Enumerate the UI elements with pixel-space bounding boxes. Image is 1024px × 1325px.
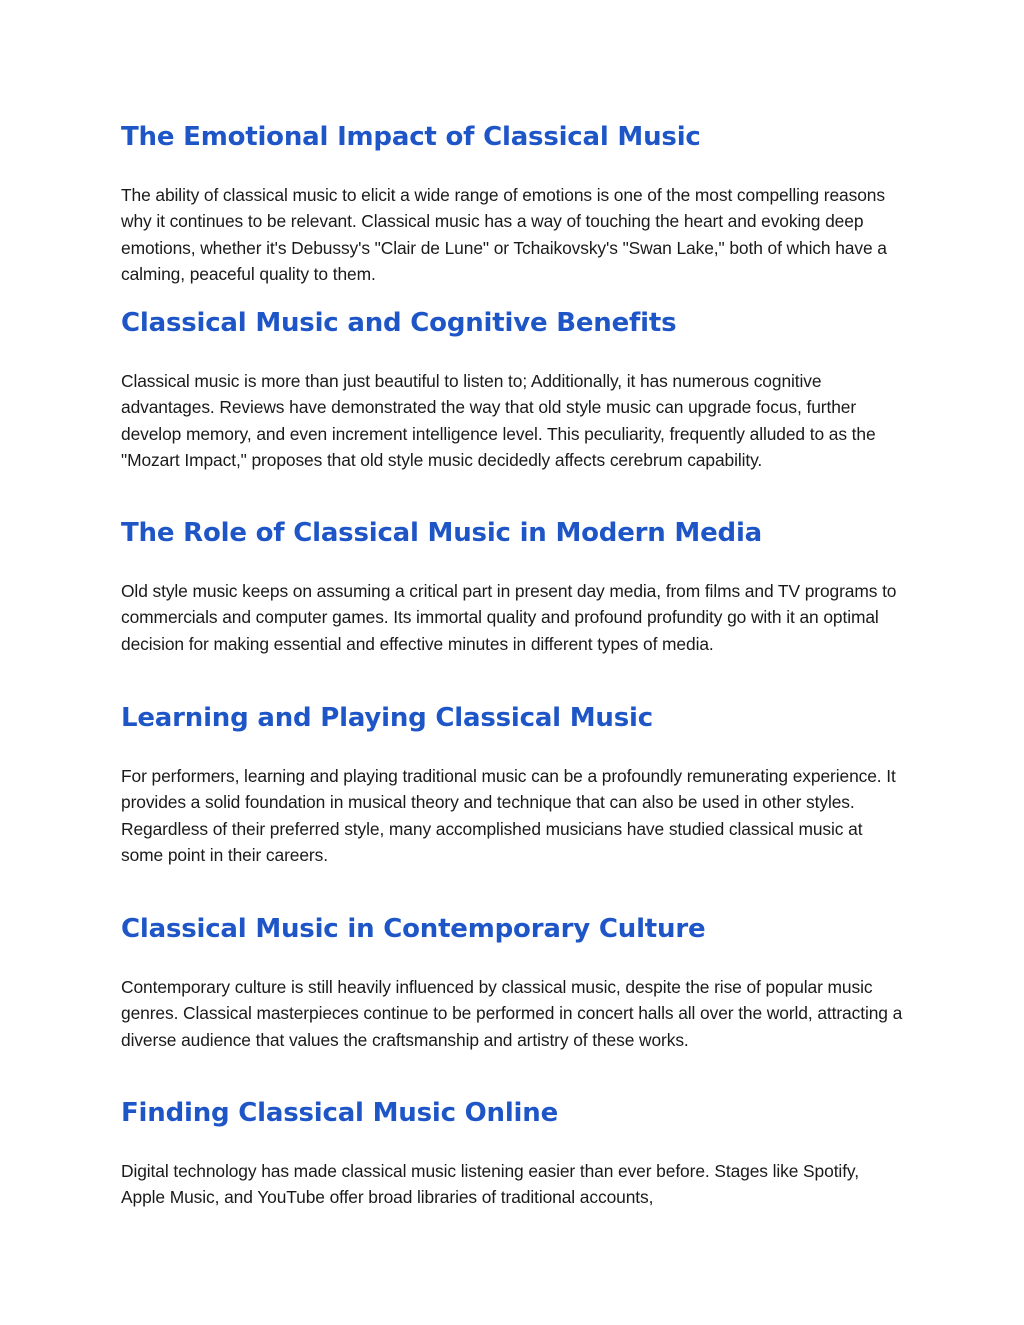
section-heading: The Emotional Impact of Classical Music xyxy=(121,122,701,152)
section-emotional-impact xyxy=(121,118,906,304)
section-contemporary-culture xyxy=(121,910,906,1094)
section-modern-media xyxy=(121,514,906,699)
section-cognitive-benefits xyxy=(121,304,906,514)
section-learning-playing xyxy=(121,699,906,910)
section-paragraph: Digital technology has made classical music listening easier than ever before. Stages like Spotify, Apple Music, and YouTube offer broad libraries of traditional accounts, xyxy=(121,1161,859,1208)
section-heading: Learning and Playing Classical Music xyxy=(121,703,653,733)
section-paragraph: The ability of classical music to elicit a wide range of emotions is one of the most compelling reasons why it continues to be relevant. Classical music has a way of touching the heart and evoking deep emotions, whether it's Debussy's "Clair de Lune" or Tchaikovsky's "Swan Lake," both of which have a calming, peaceful quality to them. xyxy=(121,185,887,285)
section-heading: The Role of Classical Music in Modern Media xyxy=(121,518,763,548)
section-paragraph: For performers, learning and playing traditional music can be a profoundly remunerating experience. It provides a solid foundation in musical theory and technique that can also be used in other styles. Regardless of their preferred style, many accomplished musicians have studied classical music at some point in their careers. xyxy=(121,766,896,866)
section-heading: Finding Classical Music Online xyxy=(121,1098,559,1128)
section-paragraph: Old style music keeps on assuming a critical part in present day media, from films and TV programs to commercials and computer games. Its immortal quality and profound profundity go with it an optimal decision for making essential and effective minutes in different types of media. xyxy=(121,581,897,654)
section-paragraph: Classical music is more than just beautiful to listen to; Additionally, it has numerous cognitive advantages. Reviews have demonstrated the way that old style music can upgrade focus, further develop memory, and even increment intelligence level. This peculiarity, frequently alluded to as the "Mozart Impact," proposes that old style music decidedly affects cerebrum capability. xyxy=(121,371,876,471)
document-page xyxy=(121,118,906,1214)
section-heading: Classical Music and Cognitive Benefits xyxy=(121,308,677,338)
section-heading: Classical Music in Contemporary Culture xyxy=(121,914,706,944)
section-paragraph: Contemporary culture is still heavily influenced by classical music, despite the rise of popular music genres. Classical masterpieces continue to be performed in concert halls all over the world, attracting a diverse audience that values the craftsmanship and artistry of these works. xyxy=(121,977,903,1050)
section-finding-online xyxy=(121,1094,906,1214)
